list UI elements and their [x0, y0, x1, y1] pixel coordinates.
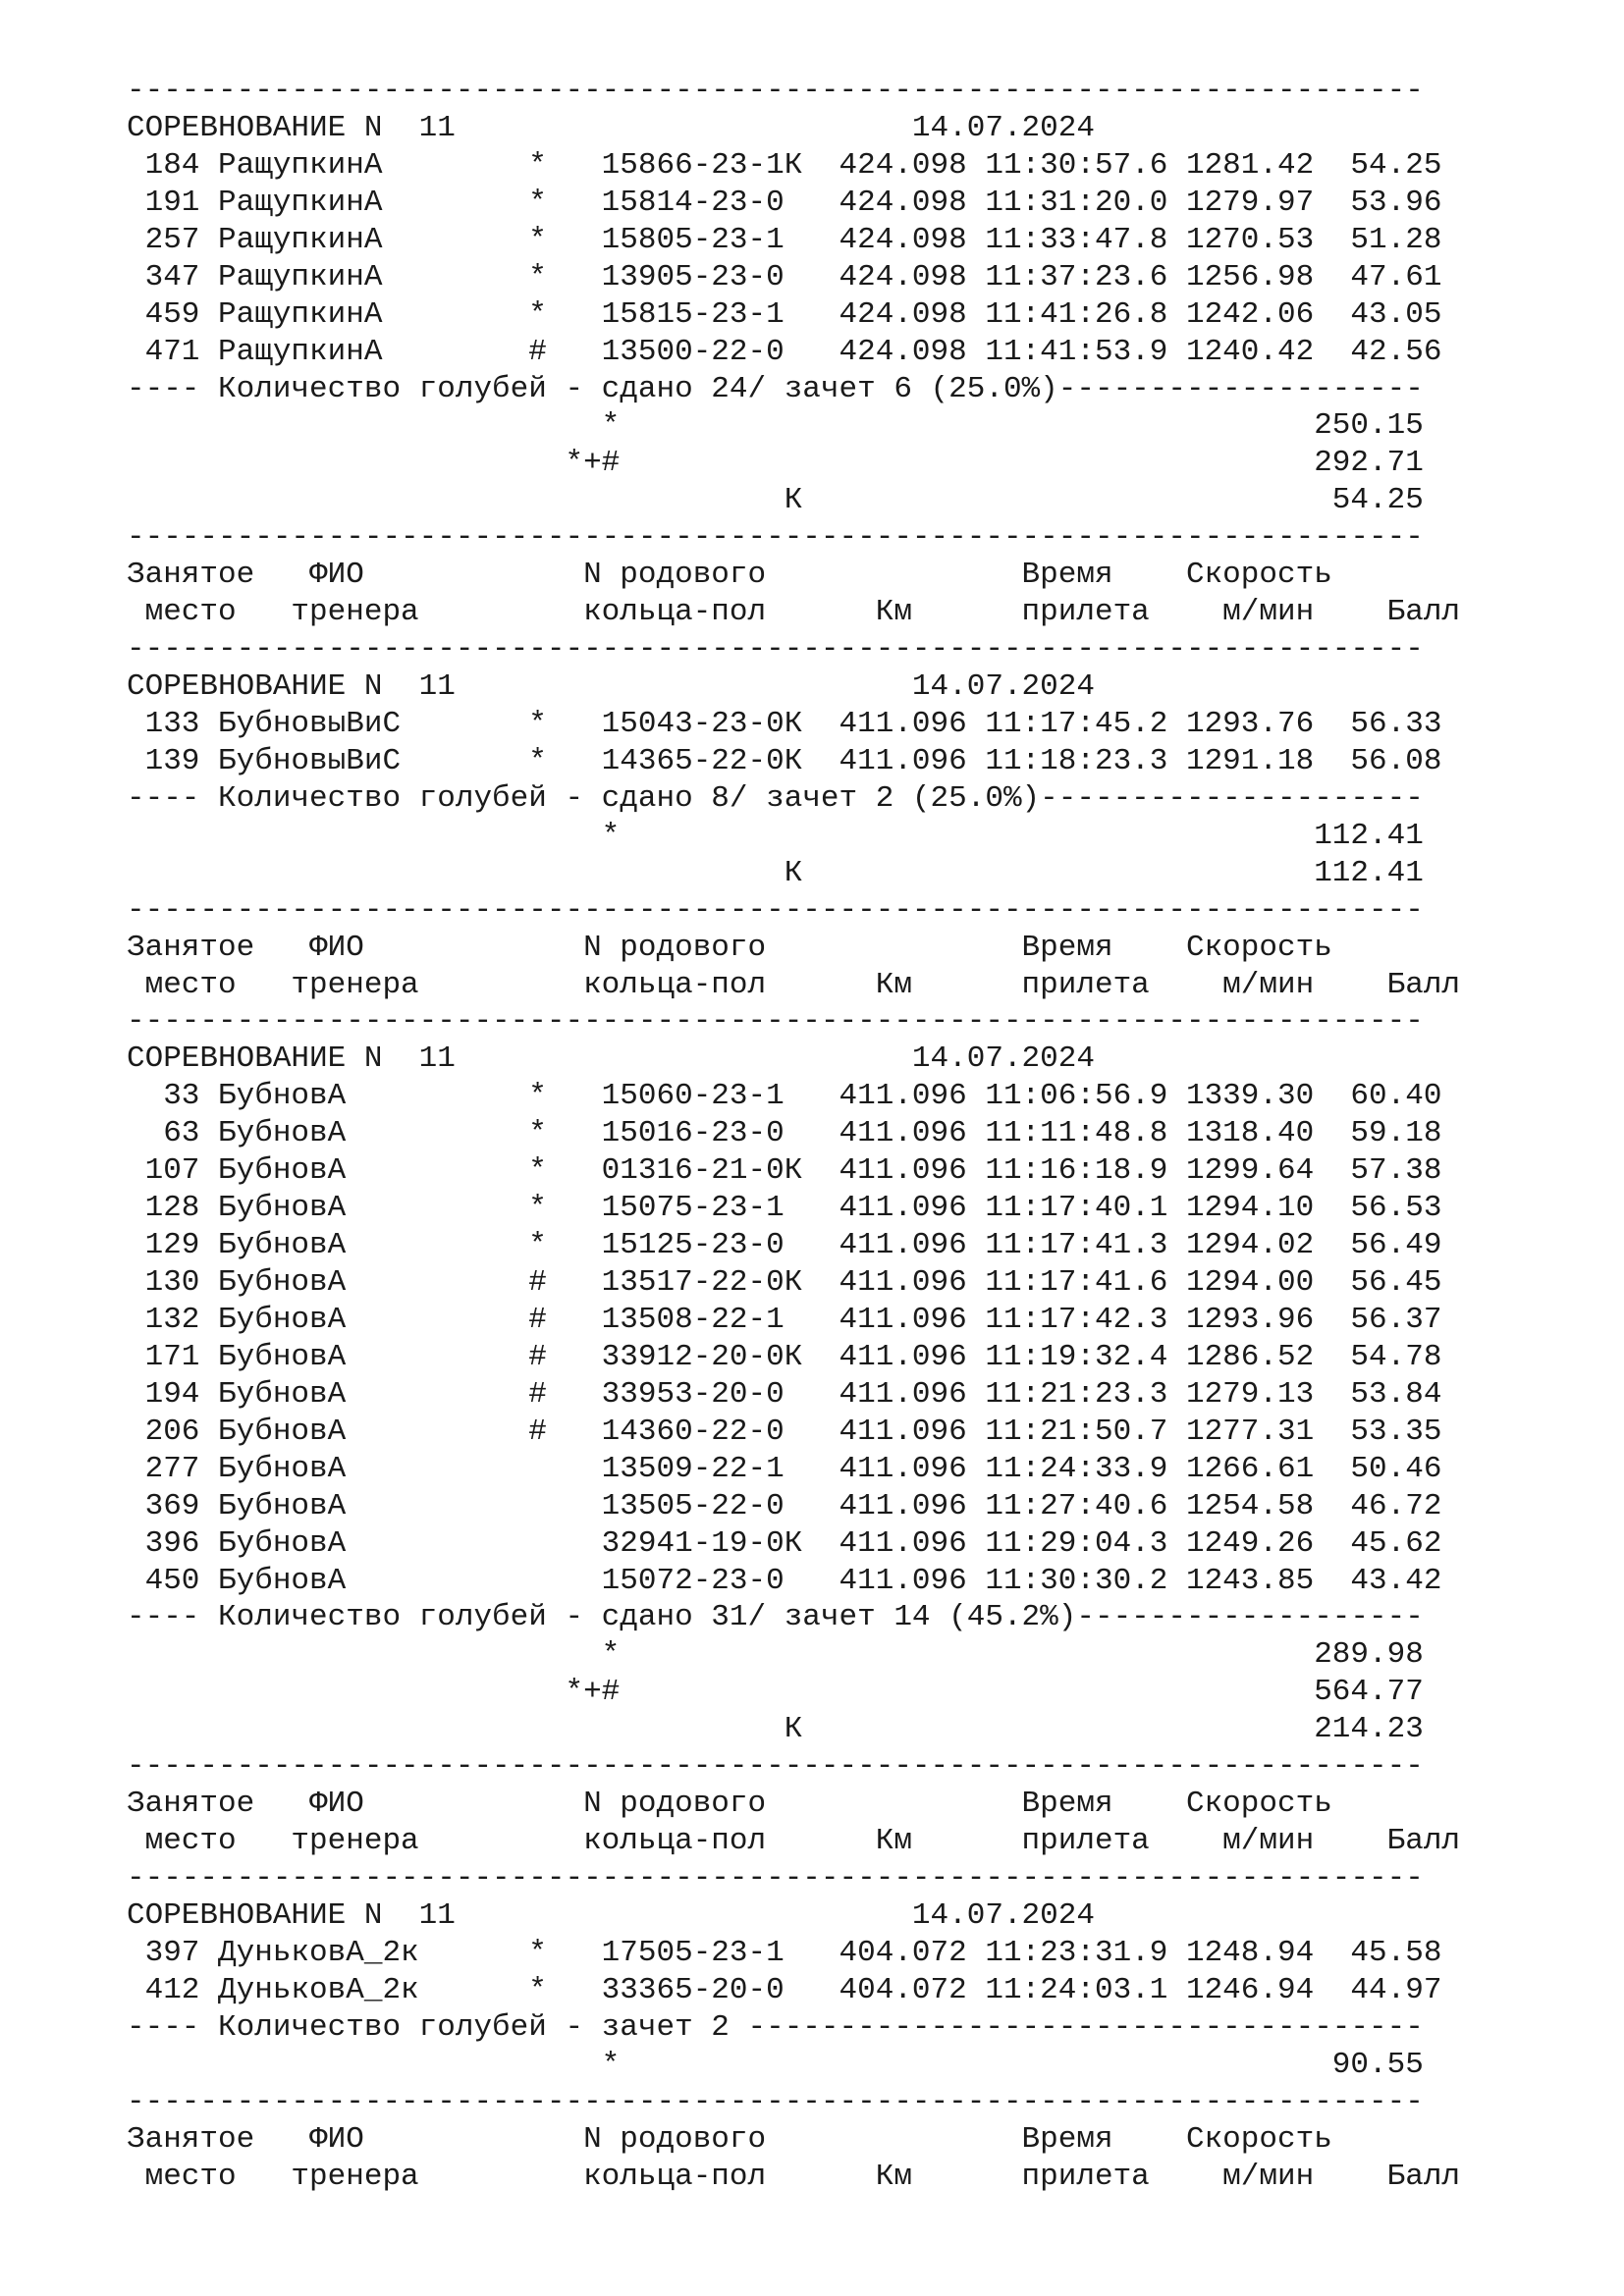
result-row: 257 РащупкинА * 15805-23-1 424.098 11:33:47.8 1270.53 51.28 [127, 222, 1442, 257]
score-total-row: * 250.15 [127, 408, 1424, 444]
result-row: 347 РащупкинА * 13905-23-0 424.098 11:37:23.6 1256.98 47.61 [127, 259, 1442, 294]
result-row: 130 БубновА # 13517-22-0К 411.096 11:17:41.6 1294.00 56.45 [127, 1265, 1442, 1300]
pigeon-count-summary: ---- Количество голубей - сдано 31/ зачет 14 (45.2%)------------------- [127, 1600, 1424, 1635]
competition-header: СОРЕВНОВАНИЕ N 11 14.07.2024 [127, 1897, 1095, 1933]
separator-line: ----------------------------------------------------------------------- [127, 1004, 1424, 1040]
score-total-row: * 90.55 [127, 2047, 1424, 2082]
competition-header: СОРЕВНОВАНИЕ N 11 14.07.2024 [127, 1041, 1095, 1077]
result-row: 33 БубновА * 15060-23-1 411.096 11:06:56.9 1339.30 60.40 [127, 1079, 1442, 1114]
separator-line: ----------------------------------------------------------------------- [127, 632, 1424, 667]
result-row: 133 БубновыВиС * 15043-23-0К 411.096 11:17:45.2 1293.76 56.33 [127, 706, 1442, 741]
result-row: 128 БубновА * 15075-23-1 411.096 11:17:40.1 1294.10 56.53 [127, 1191, 1442, 1226]
competition-header: СОРЕВНОВАНИЕ N 11 14.07.2024 [127, 669, 1095, 704]
result-row: 412 ДуньковА_2к * 33365-20-0 404.072 11:24:03.1 1246.94 44.97 [127, 1972, 1442, 2007]
score-total-row: *+# 292.71 [127, 446, 1424, 481]
column-header-row-1: Занятое ФИО N родового Время Скорость [127, 930, 1332, 965]
result-row: 63 БубновА * 15016-23-0 411.096 11:11:48.8 1318.40 59.18 [127, 1116, 1442, 1151]
score-total-row: * 112.41 [127, 818, 1424, 853]
separator-line: ----------------------------------------------------------------------- [127, 1861, 1424, 1896]
pigeon-count-summary: ---- Количество голубей - сдано 24/ зачет 6 (25.0%)-------------------- [127, 371, 1424, 406]
separator-line: ----------------------------------------------------------------------- [127, 892, 1424, 928]
result-row: 191 РащупкинА * 15814-23-0 424.098 11:31:20.0 1279.97 53.96 [127, 185, 1442, 220]
score-total-row: К 112.41 [127, 855, 1424, 890]
score-total-row: К 214.23 [127, 1712, 1424, 1747]
result-row: 459 РащупкинА * 15815-23-1 424.098 11:41:26.8 1242.06 43.05 [127, 296, 1442, 332]
result-row: 277 БубновА 13509-22-1 411.096 11:24:33.9 1266.61 50.46 [127, 1451, 1442, 1486]
column-header-row-2: место тренера кольца-пол Км прилета м/мин Балл [127, 2159, 1461, 2194]
pigeon-count-summary: ---- Количество голубей - сдано 8/ зачет 2 (25.0%)--------------------- [127, 780, 1424, 816]
pigeon-count-summary: ---- Количество голубей - зачет 2 ------------------------------------- [127, 2009, 1424, 2045]
column-header-row-2: место тренера кольца-пол Км прилета м/мин Балл [127, 595, 1461, 630]
result-row: 107 БубновА * 01316-21-0К 411.096 11:16:18.9 1299.64 57.38 [127, 1153, 1442, 1189]
result-row: 206 БубновА # 14360-22-0 411.096 11:21:50.7 1277.31 53.35 [127, 1414, 1442, 1449]
column-header-row-2: место тренера кольца-пол Км прилета м/мин Балл [127, 1824, 1461, 1859]
result-row: 184 РащупкинА * 15866-23-1К 424.098 11:30:57.6 1281.42 54.25 [127, 147, 1442, 183]
result-row: 471 РащупкинА # 13500-22-0 424.098 11:41:53.9 1240.42 42.56 [127, 334, 1442, 369]
column-header-row-1: Занятое ФИО N родового Время Скорость [127, 1787, 1332, 1822]
competition-header: СОРЕВНОВАНИЕ N 11 14.07.2024 [127, 110, 1095, 145]
separator-line: ----------------------------------------------------------------------- [127, 2084, 1424, 2119]
result-row: 132 БубновА # 13508-22-1 411.096 11:17:42.3 1293.96 56.37 [127, 1302, 1442, 1337]
column-header-row-1: Занятое ФИО N родового Время Скорость [127, 558, 1332, 593]
score-total-row: К 54.25 [127, 483, 1424, 518]
result-row: 397 ДуньковА_2к * 17505-23-1 404.072 11:23:31.9 1248.94 45.58 [127, 1935, 1442, 1970]
result-row: 139 БубновыВиС * 14365-22-0К 411.096 11:18:23.3 1291.18 56.08 [127, 743, 1442, 778]
separator-line: ----------------------------------------------------------------------- [127, 520, 1424, 556]
column-header-row-2: место тренера кольца-пол Км прилета м/мин Балл [127, 967, 1461, 1002]
result-row: 396 БубновА 32941-19-0К 411.096 11:29:04.3 1249.26 45.62 [127, 1525, 1442, 1561]
result-row: 171 БубновА # 33912-20-0К 411.096 11:19:32.4 1286.52 54.78 [127, 1339, 1442, 1374]
column-header-row-1: Занятое ФИО N родового Время Скорость [127, 2121, 1332, 2157]
score-total-row: * 289.98 [127, 1637, 1424, 1673]
score-total-row: *+# 564.77 [127, 1675, 1424, 1710]
separator-line: ----------------------------------------------------------------------- [127, 74, 1424, 108]
results-printout [127, 73, 1599, 2195]
result-row: 450 БубновА 15072-23-0 411.096 11:30:30.2 1243.85 43.42 [127, 1563, 1442, 1598]
separator-line: ----------------------------------------------------------------------- [127, 1749, 1424, 1785]
result-row: 129 БубновА * 15125-23-0 411.096 11:17:41.3 1294.02 56.49 [127, 1228, 1442, 1263]
result-row: 369 БубновА 13505-22-0 411.096 11:27:40.6 1254.58 46.72 [127, 1488, 1442, 1523]
result-row: 194 БубновА # 33953-20-0 411.096 11:21:23.3 1279.13 53.84 [127, 1376, 1442, 1412]
